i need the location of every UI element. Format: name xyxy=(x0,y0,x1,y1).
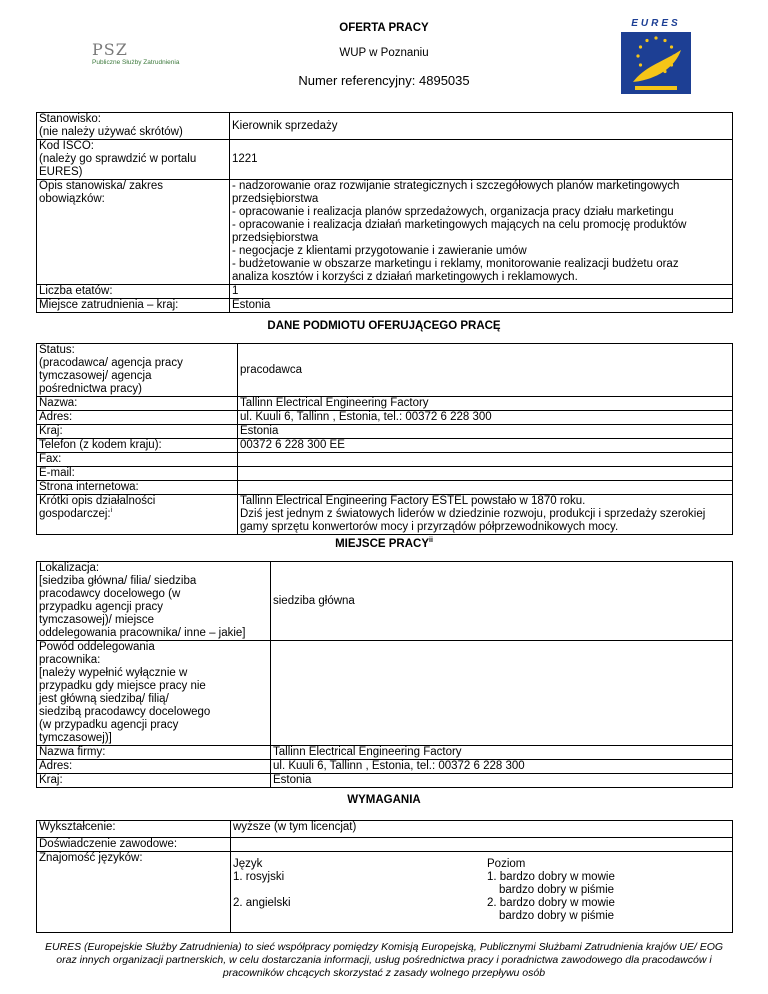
language-grid xyxy=(233,858,730,923)
field-value xyxy=(271,641,733,746)
field-label: Opis stanowiska/ zakres obowiązków: xyxy=(37,180,230,285)
language-item: 2. angielski xyxy=(233,897,291,909)
requirements-heading: WYMAGANIA xyxy=(347,794,421,806)
footer-note: EURES (Europejskie Służby Zatrudnienia) to sieć współpracy pomiędzy Komisją Europejską, Publicznymi Służbami Zatrudnienia krajów UE/ EOG oraz innych organizacji partnerskich, w celu dostarczania informacji, usług pośrednictwa pracy i poradnictwa zawodowego dla pracodawców i pracowników chcących skorzystać z zasady wolnego przepływu osób xyxy=(44,941,724,979)
requirements-table xyxy=(36,820,733,933)
field-label: E-mail: xyxy=(37,467,238,481)
employer-heading: DANE PODMIOTU OFERUJĄCEGO PRACĘ xyxy=(267,320,501,332)
field-label: Adres: xyxy=(37,760,271,774)
field-value: 1221 xyxy=(230,140,733,180)
field-value: wyższe (w tym licencjat) xyxy=(231,821,733,838)
field-value: 1 xyxy=(230,285,733,299)
field-value: Kierownik sprzedaży xyxy=(230,113,733,140)
field-value: pracodawca xyxy=(238,344,733,397)
field-value: ul. Kuuli 6, Tallinn , Estonia, tel.: 00372 6 228 300 xyxy=(271,760,733,774)
table-row xyxy=(37,453,733,467)
table-row xyxy=(37,562,733,641)
field-label: Krótki opis działalności gospodarczej:$^i$ xyxy=(37,495,238,535)
table-row xyxy=(37,821,733,838)
field-value: Tallinn Electrical Engineering Factory xyxy=(271,746,733,760)
field-label: Fax: xyxy=(37,453,238,467)
field-label: Kraj: xyxy=(37,774,271,788)
field-value xyxy=(238,467,733,481)
table-row xyxy=(37,774,733,788)
language-header: Język xyxy=(233,858,263,870)
field-value: - nadzorowanie oraz rozwijanie strategicznych i szczegółowych planów marketingowych przedsiębiorstwa - opracowanie i realizacja planów sprzedażowych, organizacja pracy działu marketingu - opracowanie i realizacja działań marketingowych mających na celu promocję produktów przedsiębiorstwa - negocjacje z klientami przygotowanie i zawieranie umów - budżetowanie w obszarze marketingu i reklamy, monitorowanie realizacji budżetu oraz analiza kosztów i korzyści z działań marketingowych i reklamowych. xyxy=(230,180,733,285)
job-table xyxy=(36,112,733,313)
workplace-heading: MIEJSCE PRACY$^{ii}$ xyxy=(335,537,433,550)
field-value: Tallinn Electrical Engineering Factory xyxy=(238,397,733,411)
table-row xyxy=(37,760,733,774)
eures-logo-text: EURES xyxy=(631,18,681,29)
field-label: Doświadczenie zawodowe: xyxy=(37,838,231,852)
field-label: Znajomość języków: xyxy=(37,852,231,933)
eures-logo xyxy=(615,16,697,98)
table-row xyxy=(37,113,733,140)
table-row xyxy=(37,838,733,852)
field-value: Estonia xyxy=(271,774,733,788)
level-item: 1. bardzo dobry w mowie xyxy=(487,871,615,883)
table-row xyxy=(37,495,733,535)
field-label: Adres: xyxy=(37,411,238,425)
footnote-marker: ii xyxy=(429,537,433,545)
table-row xyxy=(37,140,733,180)
field-label: Nazwa: xyxy=(37,397,238,411)
table-row xyxy=(37,180,733,285)
field-value xyxy=(238,481,733,495)
table-row xyxy=(37,344,733,397)
table-row xyxy=(37,285,733,299)
table-row xyxy=(37,299,733,313)
eures-logo-panel xyxy=(621,32,691,94)
field-label: Liczba etatów: xyxy=(37,285,230,299)
field-label: Miejsce zatrudnienia – kraj: xyxy=(37,299,230,313)
table-row xyxy=(37,641,733,746)
field-label: Powód oddelegowania pracownika: [należy wypełnić wyłącznie w przypadku gdy miejsce pracy nie jest główną siedzibą/ filią/ siedzibą pracodawcy docelowego (w przypadku agencji pracy tymczasowej)] xyxy=(37,641,271,746)
eures-banner xyxy=(635,86,677,90)
field-label: Stanowisko: (nie należy używać skrótów) xyxy=(37,113,230,140)
field-value: Estonia xyxy=(238,425,733,439)
table-row xyxy=(37,397,733,411)
level-item: bardzo dobry w piśmie xyxy=(499,910,615,922)
level-item: bardzo dobry w piśmie xyxy=(499,884,615,896)
table-row xyxy=(37,481,733,495)
employer-table xyxy=(36,343,733,535)
field-value: 00372 6 228 300 EE xyxy=(238,439,733,453)
psz-logo xyxy=(92,42,212,72)
field-value xyxy=(238,453,733,467)
field-label: Telefon (z kodem kraju): xyxy=(37,439,238,453)
reference-number: Numer referencyjny: 4895035 xyxy=(298,73,470,88)
field-value xyxy=(231,838,733,852)
level-item: 2. bardzo dobry w mowie xyxy=(487,897,615,909)
document-title: OFERTA PRACY xyxy=(339,22,429,34)
workplace-table xyxy=(36,561,733,788)
field-label: Lokalizacja: [siedziba główna/ filia/ siedziba pracodawcy docelowego (w przypadku agencji pracy tymczasowej)/ miejsce oddelegowania pracownika/ inne – jakie] xyxy=(37,562,271,641)
field-value: Estonia xyxy=(230,299,733,313)
psz-logo-text: PSZ xyxy=(92,40,128,59)
field-label: Kod ISCO: (należy go sprawdzić w portalu EURES) xyxy=(37,140,230,180)
language-item: 1. rosyjski xyxy=(233,871,285,883)
table-row xyxy=(37,439,733,453)
field-label: Status: (pracodawca/ agencja pracy tymczasowej/ agencja pośrednictwa pracy) xyxy=(37,344,238,397)
field-label: Nazwa firmy: xyxy=(37,746,271,760)
psz-logo-subtext: Publiczne Służby Zatrudnienia xyxy=(92,59,180,66)
table-row xyxy=(37,411,733,425)
field-label: Strona internetowa: xyxy=(37,481,238,495)
level-header: Poziom xyxy=(487,858,526,870)
field-value: Tallinn Electrical Engineering Factory ESTEL powstało w 1870 roku. Dziś jest jednym z światowych liderów w dziedzinie rozwoju, produkcji i sprzedaży szerokiej gamy sprzętu konwertorów mocy i przyrządów półprzewodnikowych mocy. xyxy=(238,495,733,535)
table-row xyxy=(37,425,733,439)
field-value xyxy=(231,852,733,933)
office-name: WUP w Poznaniu xyxy=(339,47,429,59)
field-value: siedziba główna xyxy=(271,562,733,641)
field-label: Kraj: xyxy=(37,425,238,439)
footnote-marker: i xyxy=(110,507,113,515)
table-row xyxy=(37,852,733,933)
table-row xyxy=(37,467,733,481)
field-label: Wykształcenie: xyxy=(37,821,231,838)
table-row xyxy=(37,746,733,760)
field-value: ul. Kuuli 6, Tallinn , Estonia, tel.: 00372 6 228 300 xyxy=(238,411,733,425)
